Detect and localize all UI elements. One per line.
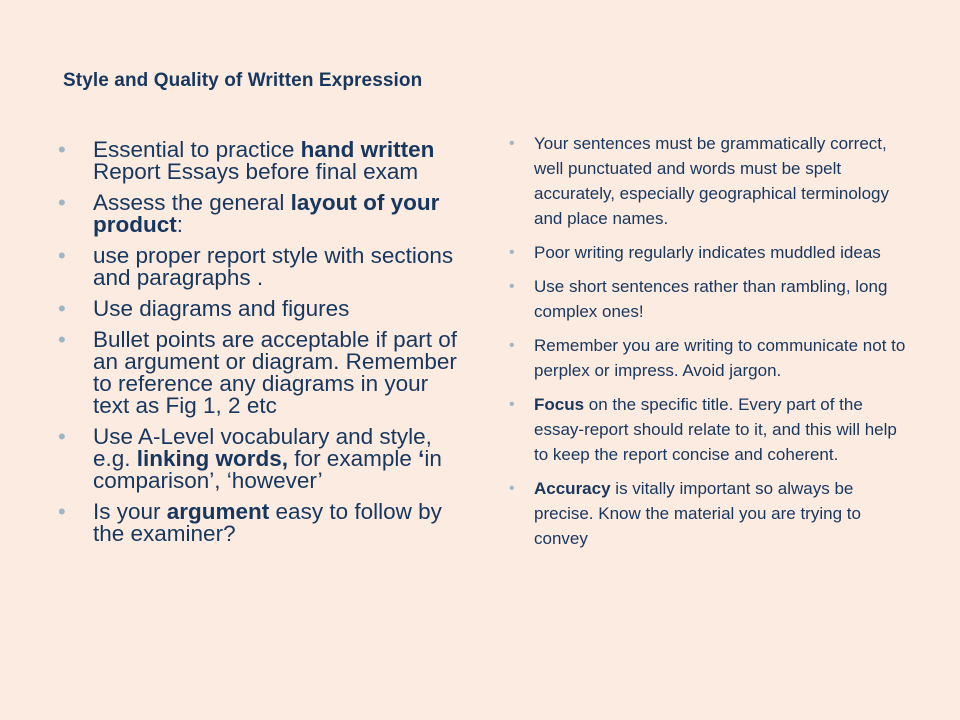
bullet-text: in comparison’, ‘however’ (93, 446, 442, 493)
bullet-icon: • (58, 499, 66, 524)
bullet-item (58, 329, 468, 417)
bullet-text: Use diagrams and figures (93, 296, 350, 321)
slide-title: Style and Quality of Written Expression (63, 70, 423, 91)
bullet-icon: • (509, 244, 515, 261)
bullet-text: for example (288, 446, 419, 471)
bullet-icon: • (509, 396, 515, 413)
bullet-text: Remember you are writing to communicate not to perplex or impress. Avoid jargon. (534, 336, 906, 380)
bullet-item (58, 501, 468, 545)
bold-text: layout of your product (93, 190, 440, 237)
bold-text: linking words, (136, 446, 289, 471)
bold-text: argument (166, 499, 270, 524)
bullet-item (506, 392, 906, 467)
bullet-icon: • (509, 337, 515, 354)
bullet-item (506, 274, 906, 324)
bullet-item (58, 139, 468, 183)
bullet-icon: • (509, 480, 515, 497)
bullet-icon: • (58, 243, 66, 268)
bold-text: Accuracy (534, 479, 611, 498)
bullet-icon: • (58, 296, 66, 321)
bullet-icon: • (58, 424, 66, 449)
bullet-text: Use A-Level vocabulary and style, e.g. (93, 424, 432, 471)
bullet-item (506, 476, 906, 551)
bold-text: Focus (534, 395, 585, 414)
right-bullet-list (506, 131, 906, 560)
bullet-item (58, 298, 468, 320)
bullet-text: Essential to practice (93, 137, 301, 162)
bullet-item (58, 192, 468, 236)
bold-text: hand written (300, 137, 435, 162)
bullet-icon: • (58, 190, 66, 215)
bullet-text: Is your (93, 499, 167, 524)
bullet-text: Assess the general (93, 190, 291, 215)
bullet-icon: • (509, 135, 515, 152)
bullet-text: Use short sentences rather than rambling, long complex ones! (534, 277, 888, 321)
bullet-item (506, 131, 906, 231)
bullet-item (58, 426, 468, 492)
bullet-item (58, 245, 468, 289)
bullet-text: Report Essays before final exam (93, 159, 419, 184)
bullet-icon: • (58, 137, 66, 162)
bullet-text: use proper report style with sections and paragraphs . (93, 243, 454, 290)
bullet-item (506, 333, 906, 383)
bullet-text: on the specific title. Every part of the essay-report should relate to it, and this will help to keep the report concise and coherent. (534, 395, 897, 464)
bold-text: ‘ (418, 446, 425, 471)
left-bullet-list (58, 139, 468, 554)
bullet-text: Your sentences must be grammatically correct, well punctuated and words must be spelt accurately, especially geographical terminology and place names. (534, 134, 889, 228)
bullet-text: Poor writing regularly indicates muddled ideas (534, 243, 881, 262)
bullet-text: easy to follow by the examiner? (93, 499, 442, 546)
bullet-text: : (176, 212, 184, 237)
bullet-text: is vitally important so always be precise. Know the material you are trying to convey (534, 479, 861, 548)
bullet-item (506, 240, 906, 265)
bullet-icon: • (58, 327, 66, 352)
bullet-text: Bullet points are acceptable if part of an argument or diagram. Remember to reference any diagrams in your text as Fig 1, 2 etc (93, 327, 457, 418)
bullet-icon: • (509, 278, 515, 295)
